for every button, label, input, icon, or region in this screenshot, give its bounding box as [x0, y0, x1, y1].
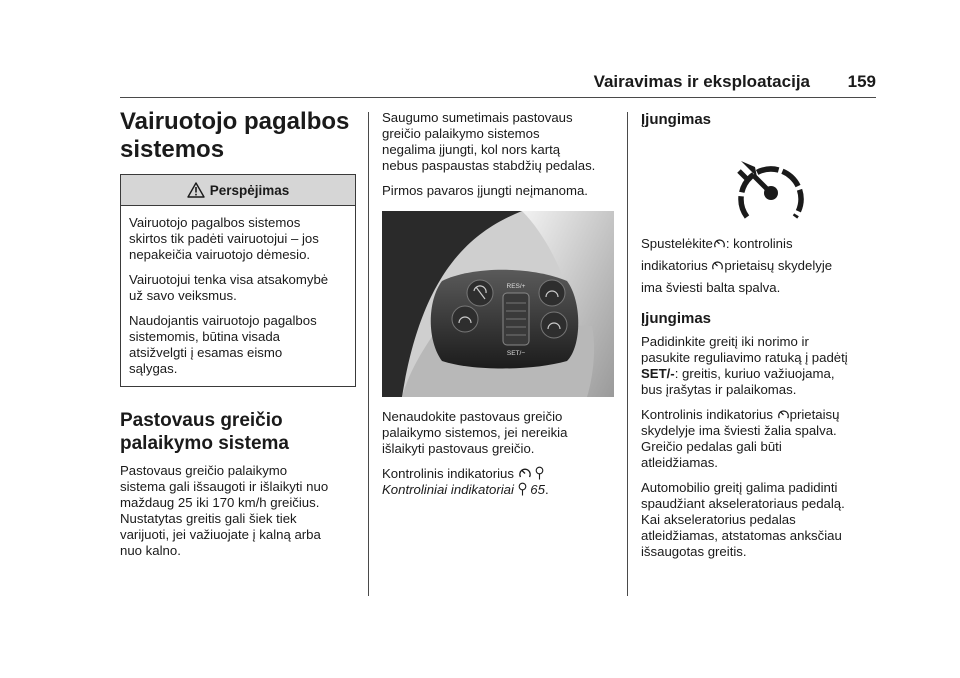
- cruise-control-icon: [713, 237, 726, 250]
- cruise-control-icon: [711, 259, 724, 272]
- activation-heading: Įjungimas: [641, 111, 712, 128]
- subsection-title: Pastovaus greičio palaikymo sistema: [120, 410, 289, 454]
- wheel-label-set: SET/−: [506, 350, 526, 357]
- warning-heading: Perspėjimas: [121, 175, 355, 206]
- column-1: [120, 108, 356, 559]
- page-reference-icon: [535, 466, 544, 480]
- limiter-button-shape: [539, 280, 565, 306]
- distance-button-shape: [541, 312, 567, 338]
- first-gear-paragraph: Pirmos pavaros įjungti neįmanoma.: [382, 183, 588, 198]
- page-number: 159: [847, 72, 876, 91]
- accelerator-paragraph: Automobilio greitį galima padidinti spaudžiant akseleratoriaus pedalą. Kai akseleratorius pedalas atleidžiamas, atstatomas anksčiau išsaugotas greitis.: [641, 480, 845, 559]
- reference-page[interactable]: 65: [530, 482, 545, 497]
- column-divider-1: [368, 112, 369, 596]
- reference-link[interactable]: Kontroliniai indikatoriai: [382, 482, 514, 497]
- warning-paragraph-3: Naudojantis vairuotojo pagalbos sistemomis, būtina visada atsižvelgti į esamas eismo sąlygas.: [129, 313, 317, 376]
- usage-paragraph: Nenaudokite pastovaus greičio palaikymo sistemos, jei nereikia išlaikyti pastovaus greičio.: [382, 409, 568, 456]
- safety-paragraph: Saugumo sumetimais pastovaus greičio palaikymo sistemos negalima įjungti, kol nors kartą nebus paspaustas stabdžių pedalas.: [382, 110, 596, 173]
- cruise-control-icon: [777, 408, 790, 421]
- steering-wheel-controls-image: [382, 211, 614, 397]
- cruise-button-shape: [452, 306, 478, 332]
- cruise-control-icon: [731, 151, 811, 223]
- column-3: [627, 110, 893, 560]
- warning-triangle-icon: [187, 182, 205, 198]
- body-paragraph: Pastovaus greičio palaikymo sistema gali išsaugoti ir išlaikyti nuo maždaug 25 iki 170 km/h greičius. Nustatytas greitis gali šiek tiek varijuoti, jei važiuojate į kalną arba nuo kalno.: [120, 463, 329, 558]
- header-title: Vairavimas ir eksploatacija: [593, 72, 810, 91]
- page-reference-icon: [518, 482, 527, 496]
- warning-box: [120, 174, 356, 387]
- indicator-green-paragraph: Kontrolinis indikatorius prietaisų skydelyje ima šviesti žalia spalva. Greičio pedalas gali būti atleidžiamas.: [641, 407, 840, 470]
- activation-paragraph: Spustelėkite : kontrolinis indikatorius prietaisų skydelyje ima šviesti balta spalva.: [641, 236, 833, 295]
- wheel-label-res: RES/+: [506, 283, 526, 290]
- header-rule: [120, 97, 876, 98]
- activation-heading-2: Įjungimas: [641, 310, 712, 327]
- indicator-reference-paragraph: Kontrolinis indikatorius Kontroliniai indikatoriai 65.: [382, 466, 549, 497]
- warning-paragraph-2: Vairuotojui tenka visa atsakomybė už savo veiksmus.: [129, 272, 329, 303]
- set-speed-paragraph: Padidinkite greitį iki norimo ir pasukite reguliavimo ratuką į padėtį SET/-: greitis, kuriuo važiuojama, bus įrašytas ir palaikomas.: [641, 334, 848, 397]
- cruise-control-icon: [518, 466, 532, 480]
- column-2: [382, 110, 618, 498]
- section-title: Vairuotojo pagalbos sistemos: [120, 108, 350, 163]
- warning-paragraph-1: Vairuotojo pagalbos sistemos skirtos tik padėti vairuotojui – jos nepakeičia vairuotojo dėmesio.: [129, 215, 319, 262]
